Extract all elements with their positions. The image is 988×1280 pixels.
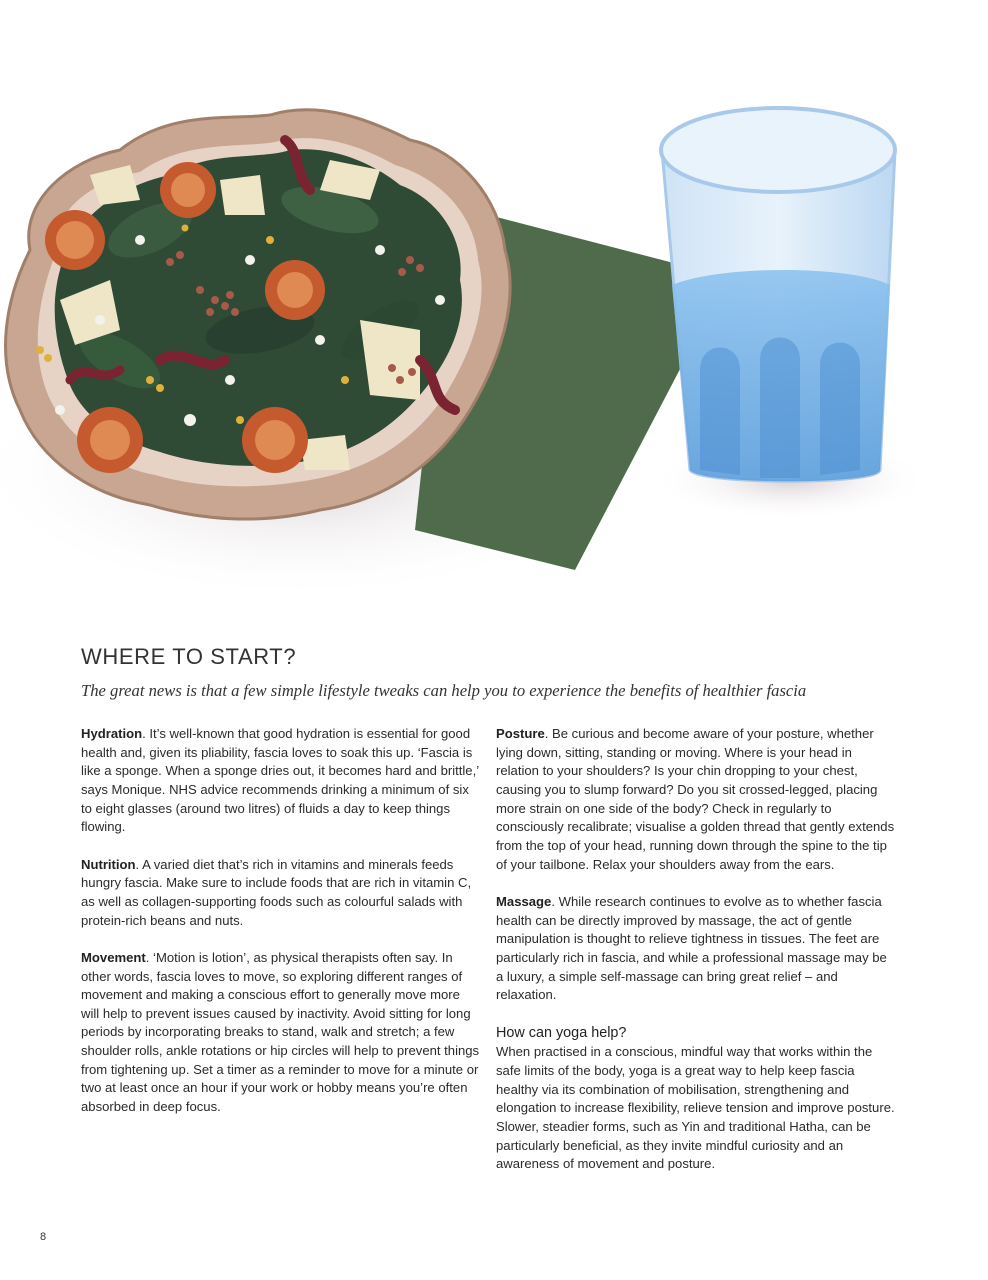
nutrition-paragraph <box>81 856 481 931</box>
left-column <box>81 725 481 1135</box>
glass-facets <box>700 338 860 479</box>
page-number: 8 <box>40 1231 47 1243</box>
movement-label: Movement <box>81 949 146 965</box>
tomato <box>171 173 205 207</box>
yoga-paragraph: When practised in a conscious, mindful way that works within the safe limits of the body, yoga is a great way to help keep fascia healthy via its combination of mobilisation, strengthening and elongation to increase flexibility, relieve tension and improve posture. Slower, steadier forms, such as Yin and traditional Hatha, can be particularly beneficial, as they invite mindful curiosity and an awareness of movement and posture. <box>496 1044 895 1172</box>
massage-paragraph <box>496 893 896 1005</box>
nutrition-label: Nutrition <box>81 856 136 872</box>
page-title: WHERE TO START? <box>81 644 297 669</box>
posture-text: . Be curious and become aware of your posture, whether lying down, sitting, standing or moving. Where is your head in relation to your shoulders? Is your chin dropping to your chest, causing you to slump forward? Do you sit crossed-legged, placing more strain on one side of the body? Check in regularly to consciously recalibrate; visualise a golden thread that gently extends from the top of your head, running down through the spine to the tip of your tailbone. Relax your shoulders away from the ears. <box>496 726 895 872</box>
tomato <box>277 272 313 308</box>
hydration-paragraph <box>81 725 481 837</box>
salad-and-water-illustration <box>0 0 988 630</box>
posture-label: Posture <box>496 726 545 741</box>
page-subtitle: The great news is that a few simple lifestyle tweaks can help you to experience the benefits of healthier fascia <box>81 681 807 700</box>
right-column <box>496 725 896 1193</box>
massage-text: . While research continues to evolve as to whether fascia health can be directly improved by massage, the act of gentle manipulation is thought to relieve tightness in tissues. The feet are particularly rich in fascia, and while a professional massage may be a luxury, a simple self-massage can bring great relief – and relaxation. <box>496 893 887 1003</box>
tomato <box>56 221 94 259</box>
hydration-text: . It’s well-known that good hydration is essential for good health and, given its pliability, fascia loves to soak this up. ‘Fascia is like a sponge. When a sponge dries out, it becomes hard and brittle,’ says Monique. NHS advice recommends drinking a minimum of six to eight glasses (around two litres) of fluids a day to keep things flowing. <box>81 726 479 835</box>
nutrition-text: . A varied diet that’s rich in vitamins and minerals feeds hungry fascia. Make sure to include foods that are rich in vitamin C, as well as collagen-supporting foods such as colourful salads with protein-rich beans and nuts. <box>81 856 472 928</box>
cheese-piece <box>220 175 265 215</box>
hydration-label: Hydration <box>81 726 143 741</box>
yoga-heading: How can yoga help? <box>496 1025 627 1042</box>
massage-label: Massage <box>496 893 552 909</box>
movement-paragraph <box>81 949 481 1117</box>
movement-text: . ‘Motion is lotion’, as physical therapists often say. In other words, fascia loves to move, so exploring different ranges of movement and making a conscious effort to generally move more will help to prevent issues caused by inactivity. Avoid sitting for long periods by incorporating breaks to stand, walk and stretch; a few shoulder rolls, ankle rotations or hip circles will help to prevent things from tightening up. Set a timer as a reminder to move for a minute or two at least once an hour if your work or hobby means you’re often absorbed in deep focus. <box>81 949 480 1115</box>
glass-rim <box>661 108 895 192</box>
posture-paragraph <box>496 725 896 874</box>
tomato <box>255 420 295 460</box>
tomato <box>90 420 130 460</box>
